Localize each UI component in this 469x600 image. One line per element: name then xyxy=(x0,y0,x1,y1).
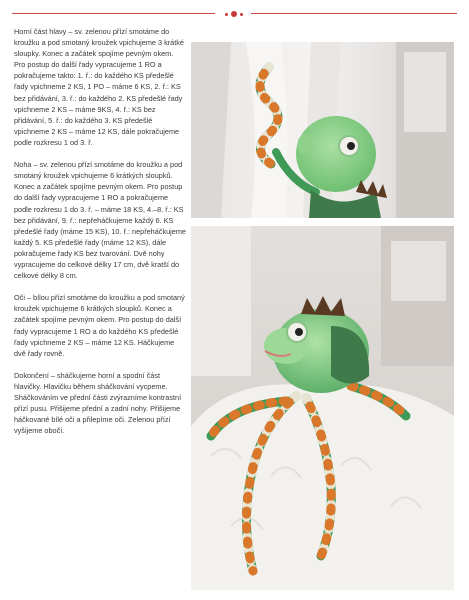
ornament-center-dot-icon xyxy=(231,11,237,17)
photo-chameleon-fur xyxy=(191,226,454,590)
header-rule-right xyxy=(251,13,457,14)
paragraph-legs: Noha – sv. zelenou přízí smotáme do kroužku a pod smotaný kroužek vpichujeme 6 krátkých sloupků. Konec a začátek spojíme pevným okem. Pro postup do další řady vypracujeme 1 RO a pokračujeme podle rozkresu 1 do 3. ř. – máme 18 KS, 4.–8. ř.: KS bez přidávání, 9. ř.: nepřeháčkujeme každý 6. KS předešlé řady (máme 15 KS), 10. ř.: nepřeháčkujeme každý 5. KS předešlé řady (máme 12 KS), dále pokračujeme řady KS bez tvarování. Dvě nohy vypracujeme do celkové délky 17 cm, dvě kratší do celkové délky 8 cm. xyxy=(14,160,186,281)
ornament-dot-icon xyxy=(240,13,243,16)
paragraph-finishing: Dokončení – sháčkujeme horní a spodní část hlavičky. Hlavičku během sháčkování vycpeme. Sháčkováním ve přední části zvýrazníme kontrastní přízí pusu. Přišijeme přední a zadní nohy. Přišijeme háčkované bílé oči a přilepíme oči. Zelenou přízí vyšijeme obočí. xyxy=(14,370,182,436)
photo-chameleon-curtain xyxy=(191,42,454,218)
article-text-column xyxy=(14,26,186,448)
header-ornament-icon xyxy=(219,8,249,20)
ornament-dot-icon xyxy=(225,13,228,16)
paragraph-eyes: Oči – bílou přízí smotáme do kroužku a pod smotaný kroužek vpichujeme 6 krátkých sloupků. Konec a začátek spojíme pevným okem. Pro postup do další řady vypracujeme 1 RO a do každého KS předešlé řady vpichneme 2 KS – máme 12 KS. Háčkujeme dvě řady rovně. xyxy=(14,293,185,358)
header-rule-left xyxy=(12,13,215,14)
paragraph-head-top: Horní část hlavy – sv. zelenou přízí smotáme do kroužku a pod smotaný kroužek vpichujeme 3 krátké sloupky. Konec a začátek spojíme pevným okem. Pro postup do další řady vypracujeme 1 RO a pokračujeme takto: 1. ř.: do každého KS předešlé řady vpichneme 2 KS, 1 PO – máme 6 KS, 2. ř.: KS bez přidávání, 3. ř.: do každého 2. KS předešlé řady vpichneme 2 KS – máme 9KS, 4. ř.: KS bez přidávání, 5. ř.: do každého 3. KS předešlé vpichneme 2 KS – máme 12 KS, dále pokračujeme podle rozkresu 1 od 3. ř. xyxy=(14,27,184,147)
